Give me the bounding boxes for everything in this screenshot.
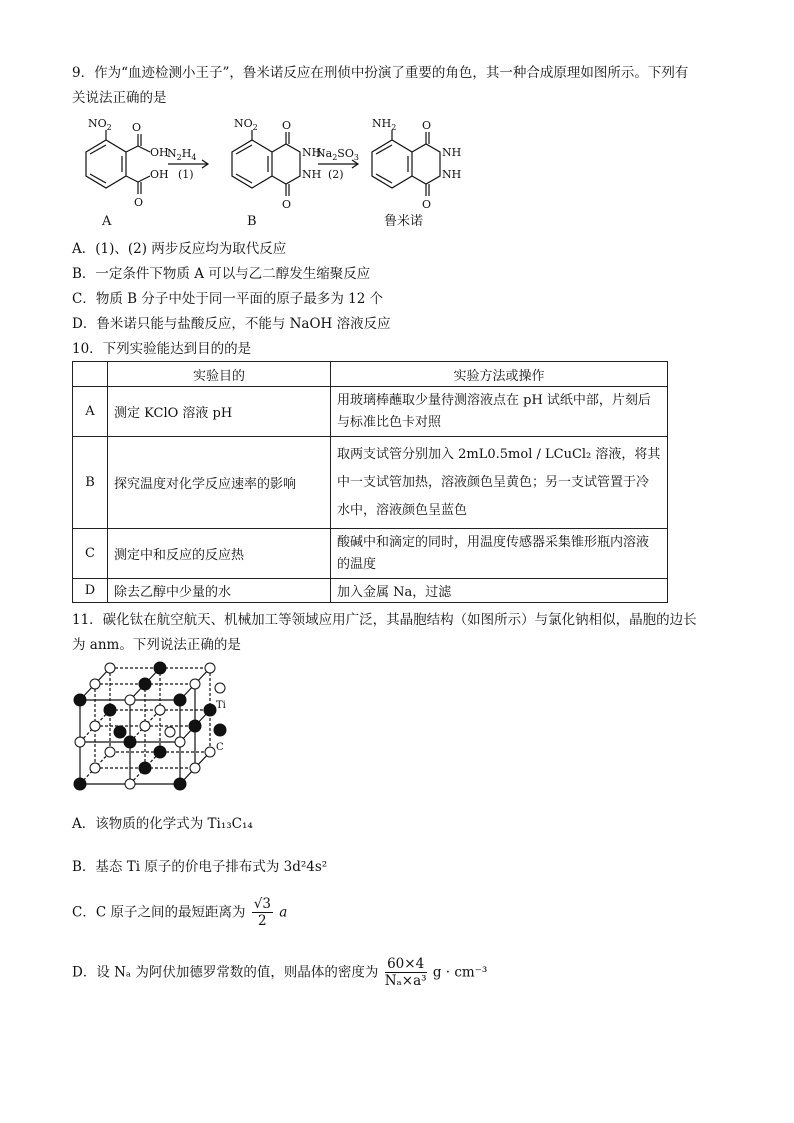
q11-option-b: B．基态 Ti 原子的价电子排布式为 3d²4s² — [72, 859, 328, 875]
option-c-text: C．C 原子之间的最短距离为 — [72, 904, 246, 921]
table-header-row — [73, 362, 668, 387]
step2-label: (2) — [328, 168, 344, 181]
svg-text:OH: OH — [150, 168, 169, 181]
row-label: A — [73, 387, 108, 437]
fraction-denominator: Nₐ×a³ — [384, 973, 427, 989]
svg-text:OH: OH — [150, 146, 169, 159]
header-method: 实验方法或操作 — [331, 362, 668, 387]
svg-text:Na2SO3: $Na_2SO_3$ — [316, 147, 359, 162]
legend-c-label: C — [216, 742, 224, 753]
q10-table — [72, 361, 668, 603]
legend-c-marker — [214, 724, 226, 736]
q9-option-c: C．物质 B 分子中处于同一平面的原子最多为 12 个 — [72, 291, 384, 307]
fraction-numerator: 60×4 — [385, 956, 427, 973]
row-goal: 测定 KClO 溶液 pH — [108, 387, 331, 437]
row-method: 用玻璃棒蘸取少量待测溶液点在 pH 试纸中部，片刻后与标准比色卡对照 — [331, 387, 668, 437]
q9-reaction-scheme — [66, 112, 466, 232]
legend-ti-label: Ti — [216, 700, 226, 711]
svg-text:NH: NH — [442, 146, 462, 159]
row-label: D — [73, 579, 108, 603]
row-method: 取两支试管分别加入 2mL0.5mol / LCuCl₂ 溶液，将其中一支试管加热，溶液颜色呈黄色；另一支试管置于冷水中，溶液颜色呈蓝色 — [331, 437, 668, 529]
svg-text:O: O — [134, 196, 144, 209]
svg-text:NH: NH — [302, 146, 322, 159]
svg-text:NH: NH — [302, 168, 322, 181]
row-goal: 测定中和反应的反应热 — [108, 529, 331, 579]
row-goal: 除去乙醇中少量的水 — [108, 579, 331, 603]
q11-stem-line2: 为 anm。下列说法正确的是 — [72, 637, 241, 653]
q9-stem-line2: 关说法正确的是 — [72, 90, 167, 106]
row-goal: 探究温度对化学反应速率的影响 — [108, 437, 331, 529]
svg-text:O: O — [422, 198, 432, 211]
q11-option-a: A．该物质的化学式为 Ti₁₃C₁₄ — [72, 816, 253, 832]
mol-a-ring — [86, 140, 126, 188]
q10-stem: 10．下列实验能达到目的的是 — [72, 341, 252, 357]
table-row — [73, 579, 668, 603]
option-c-fraction — [252, 896, 273, 929]
fraction-numerator: √3 — [253, 896, 271, 912]
table-row — [73, 387, 668, 437]
q9-option-b: B．一定条件下物质 A 可以与乙二醇发生缩聚反应 — [72, 266, 371, 282]
row-label: B — [73, 437, 108, 529]
table-row — [73, 437, 668, 529]
mol-b-ring — [232, 140, 272, 188]
svg-text:NO2: $NO_2$ — [88, 117, 112, 132]
svg-text:O: O — [132, 121, 142, 134]
svg-text:NH: NH — [442, 168, 462, 181]
table-row — [73, 529, 668, 579]
row-label: C — [73, 529, 108, 579]
q11-option-c — [72, 896, 287, 936]
option-d-fraction — [385, 956, 427, 989]
svg-text:O: O — [282, 119, 292, 132]
svg-text:N2H4: $N_2H_4$ — [167, 147, 197, 162]
legend-ti-marker — [215, 683, 225, 693]
q11-stem-line1: 11．碳化钛在航空航天、机械加工等领域应用广泛，其晶胞结构（如图所示）与氯化钠相似，晶胞的边长 — [72, 612, 697, 628]
q9-option-d: D．鲁米诺只能与盐酸反应，不能与 NaOH 溶液反应 — [72, 316, 391, 332]
q11-option-d — [72, 956, 487, 996]
fraction-denominator: 2 — [258, 913, 267, 929]
header-goal: 实验目的 — [108, 362, 331, 387]
crystal-cell-diagram — [68, 658, 248, 798]
option-d-text: D．设 Nₐ 为阿伏加德罗常数的值，则晶体的密度为 — [72, 964, 379, 981]
row-method: 酸碱中和滴定的同时，用温度传感器采集锥形瓶内溶液的温度 — [331, 529, 668, 579]
step1-label: (1) — [178, 168, 194, 181]
header-blank — [73, 362, 108, 387]
svg-text:O: O — [422, 119, 432, 132]
q9-stem-line1: 9．作为“血迹检测小王子”，鲁米诺反应在刑侦中扮演了重要的角色，其一种合成原理如图所示。下列有 — [72, 65, 689, 81]
row-method: 加入金属 Na，过滤 — [331, 579, 668, 603]
mol-luminol-ring — [372, 140, 412, 188]
label-b: B — [247, 214, 257, 229]
svg-text:NH2: $NH_2$ — [372, 117, 397, 132]
label-luminol: 鲁米诺 — [384, 214, 424, 229]
option-d-tail: g · cm⁻³ — [432, 964, 488, 981]
svg-text:O: O — [282, 198, 292, 211]
svg-text:NO2: $NO_2$ — [234, 117, 258, 132]
option-c-tail: a — [279, 904, 288, 921]
q9-option-a: A．(1)、(2) 两步反应均为取代反应 — [72, 241, 287, 257]
label-a: A — [102, 214, 112, 229]
